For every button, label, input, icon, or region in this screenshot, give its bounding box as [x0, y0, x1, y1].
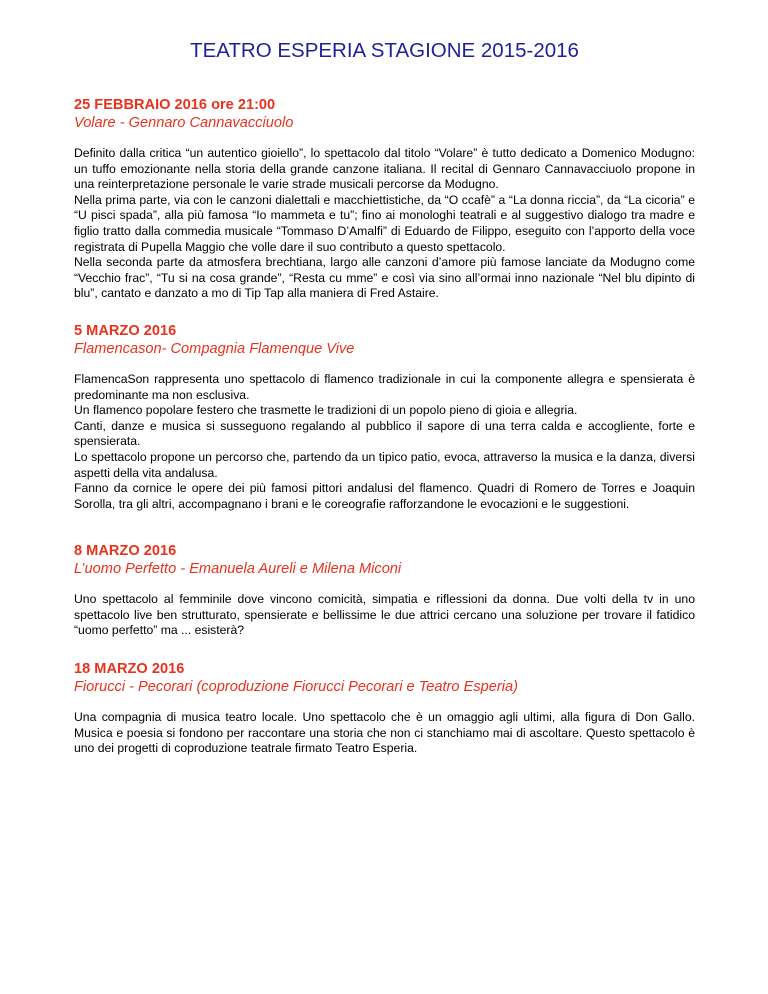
event-section [74, 660, 695, 757]
event-subtitle: Flamencason- Compagnia Flamenque Vive [74, 340, 355, 357]
event-date: 5 MARZO 2016 [74, 322, 177, 339]
description-paragraph: Canti, danze e musica si susseguono regalando al pubblico il sapore di una terra calda e accogliente, forte e spensierata. [74, 418, 695, 449]
description-paragraph: Una compagnia di musica teatro locale. Uno spettacolo che è un omaggio agli ultimi, alla figura di Don Gallo. Musica e poesia si fondono per raccontare una storia che non ci stanchiamo mai di ascoltare. Questo spettacolo è uno dei progetti di coproduzione teatrale firmato Teatro Esperia. [74, 710, 695, 756]
event-description [74, 372, 695, 512]
event-description [74, 592, 695, 639]
document-title: TEATRO ESPERIA STAGIONE 2015-2016 [190, 39, 579, 62]
event-subtitle: L’uomo Perfetto - Emanuela Aureli e Milena Miconi [74, 561, 402, 578]
description-paragraph: Nella prima parte, via con le canzoni dialettali e macchiettistiche, da “O ccafè” a “La donna riccia”, da “La cicoria” e “U pisci spada”, alla più famosa “Io mammeta e tu”; fino ai monologhi teatrali e al suggestivo dialogo tra madre e figlio tratto dalla commedia musicale “Tommaso D’Amalfi” di Eduardo de Filippo, eseguito con l’apporto della voce registrata di Pupella Maggio che volle dare il suo contributo a questo spettacolo. [74, 192, 695, 254]
event-date: 25 FEBBRAIO 2016 ore 21:00 [74, 97, 276, 113]
description-paragraph: Fanno da cornice le opere dei più famosi pittori andalusi del flamenco. Quadri di Romero de Torres e Joaquin Sorolla, tra gli altri, accompagnano i brani e le coreografie rafforzandone le evocazioni e le suggestioni. [74, 481, 695, 511]
event-section [74, 96, 695, 302]
event-section [74, 322, 695, 512]
event-description [74, 146, 695, 302]
event-section [74, 542, 695, 639]
description-paragraph: Nella seconda parte da atmosfera brechtiana, largo alle canzoni d’amore più famose lanciate da Modugno come “Vecchio frac”, “Tu si na cosa grande”, “Resta cu mme” e così via sino all’ormai inno nazionale “Nel blu dipinto di blu”, cantato e danzato a mo di Tip Tap alla maniera di Fred Astaire. [74, 255, 695, 301]
description-paragraph: Definito dalla critica “un autentico gioiello”, lo spettacolo dal titolo “Volare” è tutto dedicato a Domenico Modugno: un tuffo emozionante nella storia della grande canzone italiana. Il recital di Gennaro Cannavacciuolo propone in una reinterpretazione personale le varie strade musicali percorse da Modugno. [74, 146, 695, 192]
event-description [74, 710, 695, 757]
description-paragraph: FlamencaSon rappresenta uno spettacolo di flamenco tradizionale in cui la componente allegra e spensierata è predominante ma non esclusiva. [74, 371, 695, 402]
event-subtitle: Volare - Gennaro Cannavacciuolo [74, 115, 294, 131]
description-paragraph: Lo spettacolo propone un percorso che, partendo da un tipico patio, evoca, attraverso la musica e la danza, diversi aspetti della vita andalusa. [74, 449, 695, 480]
description-paragraph: Un flamenco popolare festero che trasmette le tradizioni di un popolo pieno di gioia e allegria. [74, 403, 578, 418]
document-page [74, 0, 695, 757]
event-date: 18 MARZO 2016 [74, 661, 185, 678]
event-date: 8 MARZO 2016 [74, 543, 177, 560]
description-paragraph: Uno spettacolo al femminile dove vincono comicità, simpatia e riflessioni da donna. Due volti della tv in uno spettacolo live ben strutturato, spensierate e bellissime le due attrici cercano una soluzione per trovare il fatidico “uomo perfetto” ma ... esisterà? [74, 592, 695, 638]
event-subtitle: Fiorucci - Pecorari (coproduzione Fiorucci Pecorari e Teatro Esperia) [74, 679, 518, 696]
